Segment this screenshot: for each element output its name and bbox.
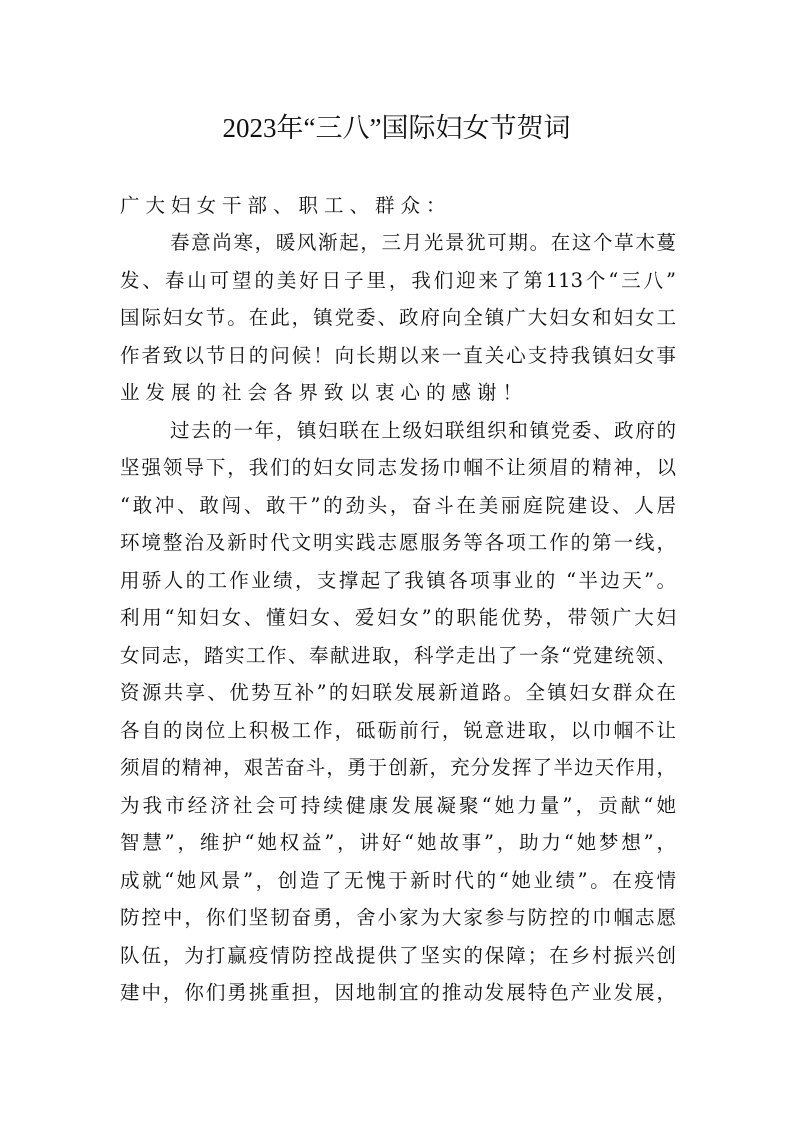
paragraph-line: 为我市经济社会可持续健康发展凝聚“她力量”，贡献“她 (120, 793, 676, 817)
paragraph-line: 国际妇女节。在此，镇党委、政府向全镇广大妇女和妇女工 (120, 306, 676, 329)
paragraph-line: 各自的岗位上积极工作，砥砺前行，锐意进取，以巾帼不让 (120, 718, 676, 742)
paragraph-line: 坚强领导下，我们的妇女同志发扬巾帼不让须眉的精神，以 (120, 456, 676, 479)
paragraph-line: “敢冲、敢闯、敢干”的劲头，奋斗在美丽庭院建设、人居 (120, 493, 676, 517)
paragraph-line: 建中，你们勇挑重担，因地制宜的推动发展特色产业发展， (120, 981, 676, 1004)
paragraph-line: 防控中，你们坚韧奋勇，舍小家为大家参与防控的巾帼志愿 (120, 906, 676, 929)
paragraph-line: 队伍，为打赢疫情防控战提供了坚实的保障；在乡村振兴创 (120, 943, 676, 967)
paragraph-line: 业发展的社会各界致以衷心的感谢！ (120, 381, 529, 404)
salutation: 广大妇女干部、职工、群众： (120, 194, 452, 217)
paragraph-line: 发、春山可望的美好日子里，我们迎来了第113个“三八” (120, 268, 676, 292)
paragraph-line: 作者致以节日的问候！向长期以来一直关心支持我镇妇女事 (120, 343, 676, 367)
paragraph-line: 用骄人的工作业绩，支撑起了我镇各项事业的 “半边天”。 (120, 568, 676, 592)
paragraph-line: 过去的一年，镇妇联在上级妇联组织和镇党委、政府的 (170, 418, 676, 442)
paragraph-line: 利用“知妇女、懂妇女、爱妇女”的职能优势，带领广大妇 (120, 606, 676, 629)
paragraph-line: 资源共享、优势互补”的妇联发展新道路。全镇妇女群众在 (120, 681, 676, 704)
paragraph-line: 成就“她风景”，创造了无愧于新时代的“她业绩”。在疫情 (120, 868, 676, 892)
paragraph-line: 须眉的精神，艰苦奋斗，勇于创新，充分发挥了半边天作用， (120, 756, 676, 779)
paragraph-line: 女同志，踏实工作、奉献进取，科学走出了一条“党建统领、 (120, 643, 676, 667)
paragraph-line: 环境整治及新时代文明实践志愿服务等各项工作的第一线， (120, 531, 676, 554)
paragraph-line: 智慧”，维护“她权益”，讲好“她故事”，助力“她梦想”， (120, 831, 676, 854)
paragraph-line: 春意尚寒，暖风渐起，三月光景犹可期。在这个草木蔓 (170, 231, 676, 254)
document-title: 2023年“三八”国际妇女节贺词 (222, 113, 571, 143)
